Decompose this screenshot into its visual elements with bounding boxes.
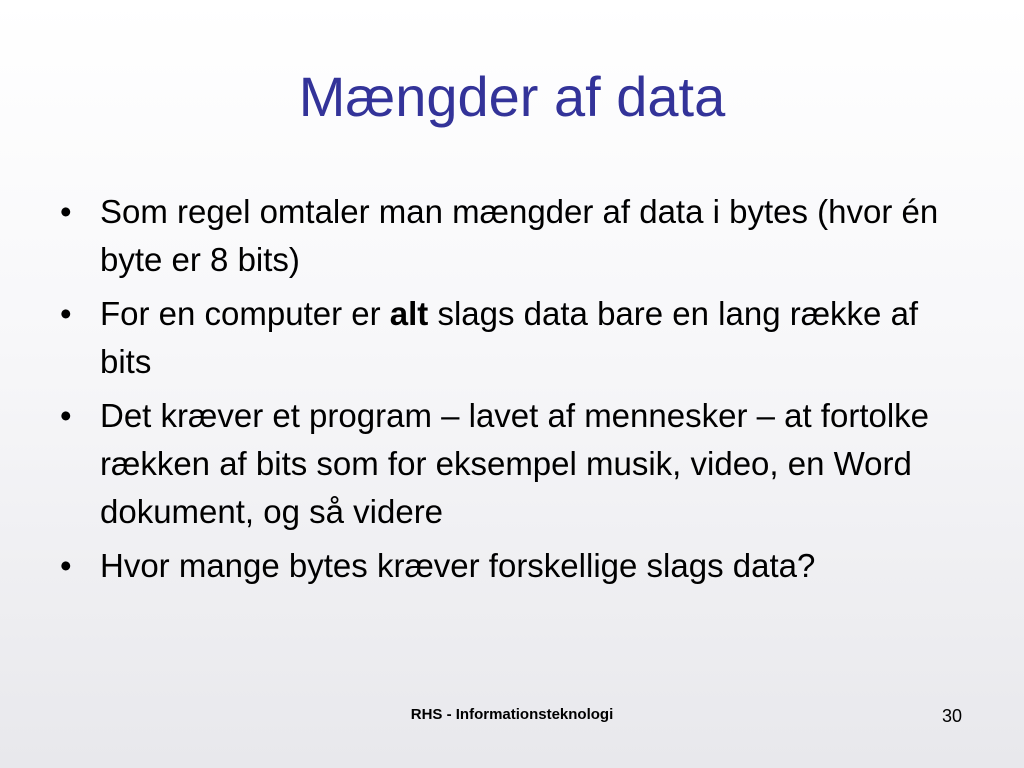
bullet-text: Det kræver et program – lavet af mennesker – at fortolke rækken af bits som for eksempel musik, video, en Word dokument, og så videre — [100, 397, 930, 530]
bullet-list — [58, 188, 978, 596]
bullet-text-before: For en computer er — [100, 295, 390, 332]
page-number: 30 — [941, 706, 962, 726]
bullet-item — [58, 188, 978, 284]
bullet-point-icon: • — [60, 193, 72, 230]
bullet-text: Hvor mange bytes kræver forskellige slags data? — [100, 547, 816, 584]
bullet-text: Som regel omtaler man mængder af data i bytes (hvor én byte er 8 bits) — [100, 193, 939, 278]
bullet-text-after: slags data bare en lang række af bits — [100, 295, 919, 380]
bullet-text — [100, 295, 918, 380]
slide-footer: RHS - Informationsteknologi — [410, 706, 614, 723]
bullet-item — [58, 392, 978, 536]
bullet-text-bold: alt — [389, 295, 429, 332]
bullet-item — [58, 542, 978, 590]
bullet-item — [58, 290, 978, 386]
bullet-point-icon: • — [60, 547, 72, 584]
slide-title: Mængder af data — [298, 65, 726, 128]
bullet-point-icon: • — [60, 295, 72, 332]
bullet-point-icon: • — [60, 397, 72, 434]
